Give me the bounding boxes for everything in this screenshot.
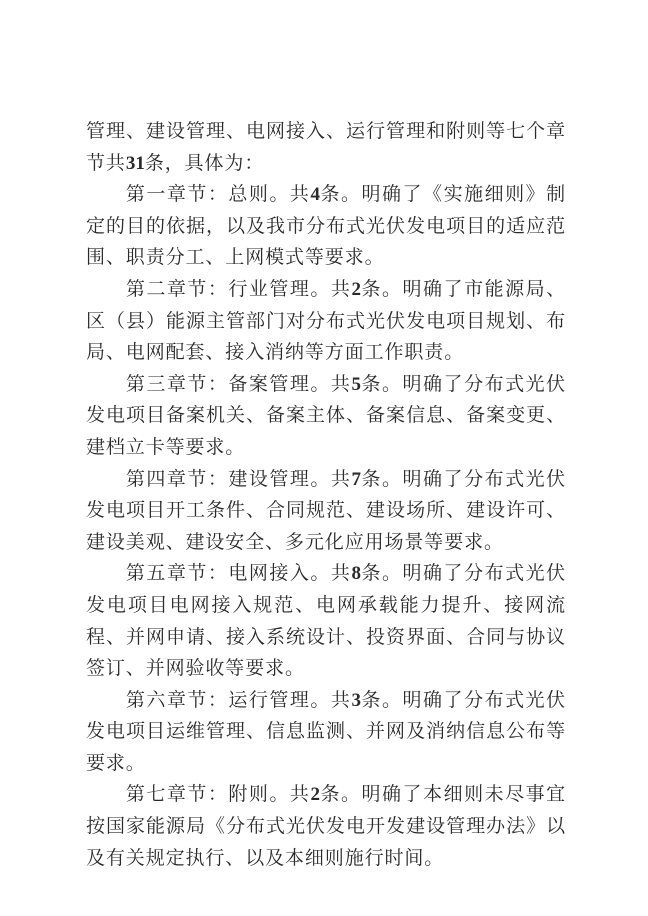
chapter-5-article-count: 8 [351,563,361,585]
chapter-7-heading: 第七章节：附则。共 [125,783,311,806]
chapter-6-description: 条。明确了分布式光伏发电项目运维管理、信息监测、并网及消纳信息公布等要求。 [86,688,566,774]
chapter-6-paragraph [86,685,566,780]
chapter-6-heading: 第六章节：运行管理。共 [125,688,352,711]
chapter-7-description: 条。明确了本细则未尽事宜按国家能源局《分布式光伏发电开发建设管理办法》以及有关规定执行、以及本细则施行时间。 [86,783,566,869]
intro-article-count: 31 [125,152,145,174]
chapter-1-paragraph [86,179,566,274]
chapter-6-article-count: 3 [351,689,361,711]
chapter-3-heading: 第三章节：备案管理。共 [125,372,352,395]
chapter-5-description: 条。明确了分布式光伏发电项目电网接入规范、电网承载能力提升、接网流程、并网申请、接入系统设计、投资界面、合同与协议签订、并网验收等要求。 [86,562,566,680]
chapter-1-description: 条。明确了《实施细则》制定的目的依据，以及我市分布式光伏发电项目的适应范围、职责分工、上网模式等要求。 [86,183,566,269]
chapter-3-paragraph [86,369,566,464]
chapter-2-heading: 第二章节：行业管理。共 [125,277,352,300]
chapter-3-description: 条。明确了分布式光伏发电项目备案机关、备案主体、备案信息、备案变更、建档立卡等要求。 [86,372,566,458]
chapter-3-article-count: 5 [351,373,361,395]
intro-paragraph [86,116,566,179]
document-body [86,116,566,874]
chapter-4-heading: 第四章节：建设管理。共 [125,467,352,490]
chapter-4-description: 条。明确了分布式光伏发电项目开工条件、合同规范、建设场所、建设许可、建设美观、建设安全、多元化应用场景等要求。 [86,467,566,553]
chapter-2-description: 条。明确了市能源局、区（县）能源主管部门对分布式光伏发电项目规划、布局、电网配套、接入消纳等方面工作职责。 [86,277,566,364]
chapter-7-article-count: 2 [310,784,320,806]
chapter-5-paragraph [86,558,566,684]
chapter-1-heading: 第一章节：总则。共 [125,183,311,206]
chapter-5-heading: 第五章节：电网接入。共 [125,562,352,585]
chapter-2-article-count: 2 [351,278,361,300]
chapter-1-article-count: 4 [310,184,320,206]
chapter-4-paragraph [86,464,566,559]
chapter-7-paragraph [86,779,566,874]
chapter-2-paragraph [86,274,566,369]
intro-text-after: 条，具体为： [144,151,265,174]
chapter-4-article-count: 7 [351,468,361,490]
intro-text-before: 管理、建设管理、电网接入、运行管理和附则等七个章节共 [86,120,566,174]
